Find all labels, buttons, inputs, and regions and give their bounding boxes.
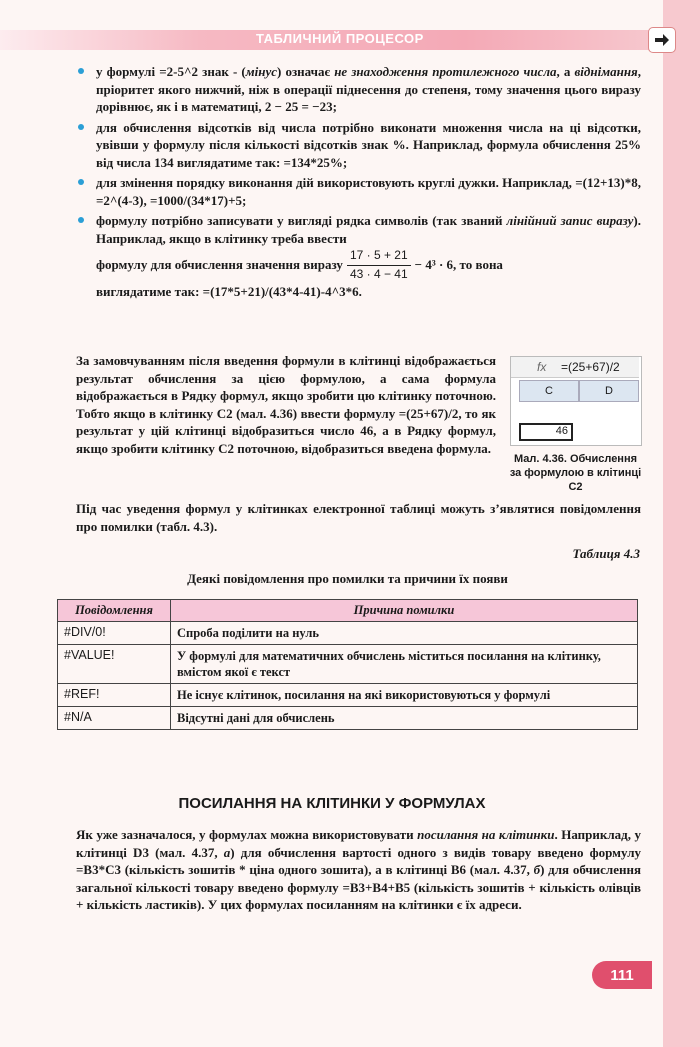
bullet-dot	[78, 124, 84, 130]
column-header: Повідомлення	[58, 600, 171, 622]
list-item: для змінення порядку виконання дій використовують круглі дужки. Наприклад, =(12+13)*8, =2^(4-3), =1000/(34*17)+5;	[76, 174, 641, 209]
fraction: $\frac{17 \cdot 5 + 21}{43 \cdot 4 - 41}$	[347, 247, 411, 283]
table-label: Таблиця 4.3	[572, 546, 640, 561]
table-row: #N/A Відсутні дані для обчислень	[58, 707, 638, 730]
fx-icon: fx	[537, 360, 547, 374]
cell-c2: 46	[519, 423, 573, 441]
page-header-title: ТАБЛИЧНИЙ ПРОЦЕСОР	[256, 31, 424, 46]
bullet-dot	[78, 179, 84, 185]
table-title: Деякі повідомлення про помилки та причини їх появи	[187, 571, 508, 586]
bullet-dot	[78, 68, 84, 74]
column-header-c: C	[519, 380, 579, 402]
table-row: #VALUE! У формулі для математичних обчислень міститься посилання на клітинку, вмістом якої є текст	[58, 645, 638, 684]
table-header-row	[58, 600, 638, 622]
table-row: #REF! Не існує клітинок, посилання на які використовуються у формулі	[58, 684, 638, 707]
section-heading: ПОСИЛАННЯ НА КЛІТИНКИ У ФОРМУЛАХ	[178, 795, 486, 812]
column-header: Причина помилки	[171, 600, 638, 622]
bullet-list	[76, 63, 641, 304]
list-item: у формулі =2-5^2 знак - (мінус) означає не знаходження протилежного числа, а віднімання, пріоритет якого нижчий, ніж в операції піднесення до степеня, тому значення цього виразу дорівнює, як і в математиці, 2 − 25 = −23;	[76, 63, 641, 116]
column-header-d: D	[579, 380, 639, 402]
bullet-dot	[78, 217, 84, 223]
paragraph-results: За замовчуванням після введення формули в клітинці відображається результат обчислення за цією формулою, а сама формула відображається в Рядку формул, якщо зробити цю клітинку поточною. Тобто якщо в клітинку C2 (мал. 4.36) ввести формулу =(25+67)/2, то як результат у цій клітинці відобразиться число 46, а в Рядку формул, якщо зробити клітинку C2 поточною, відобразиться введена формула.	[76, 353, 496, 456]
error-table	[57, 599, 638, 730]
paragraph-errors: Під час уведення формул у клітинках електронної таблиці можуть з’являтися повідомлення про помилки (табл. 4.3).	[76, 501, 641, 534]
formula-line: формулу для обчислення значення виразу $\frac{17 \cdot 5 + 21}{43 \cdot 4 - 41}$ − 4³ · 6, то вона	[96, 247, 641, 283]
page-side-band	[663, 0, 700, 1047]
list-item: для обчислення відсотків від числа потрібно виконати множення числа на ці відсотки, увівши у формулу після кількості відсотків знак %. Наприклад, формула обчислення 25% від числа 134 виглядатиме так: =134*25%;	[76, 119, 641, 172]
paragraph-references: Як уже зазначалося, у формулах можна використовувати посилання на клітинки. Наприклад, у клітинці D3 (мал. 4.37, а) для обчислення вартості одного з видів товару введено формулу =B3*C3 (кількість зошитів * ціна одного зошита), а в клітинці B6 (мал. 4.37, б) для обчислення загальної кількості товару введено формулу =B3+B4+B5 (кількість зошитів + кількість олівців + кількість ластиків). У цих формулах посиланням на клітинки є їх адреси.	[76, 827, 642, 912]
figure-caption: Мал. 4.36. Обчислення за формулою в клітинці C2	[509, 453, 642, 493]
page-number: 111	[592, 961, 652, 989]
list-item: формулу потрібно записувати у вигляді рядка символів (так званий лінійний запис виразу). Наприклад, якщо в клітинку треба ввести формулу для обчислення значення виразу $\frac{17 \cdot 5 + 21}{43 \cdot 4 - 41}$ − 4³ · 6, то вона виглядатиме так: =(17*5+21)/(43*4-41)-4^3*6.	[76, 212, 641, 301]
arrow-right-icon[interactable]	[648, 27, 676, 53]
formula-bar	[511, 357, 639, 378]
figure-spreadsheet	[510, 356, 642, 446]
table-row: #DIV/0! Спроба поділити на нуль	[58, 622, 638, 645]
formula-text: =(25+67)/2	[561, 360, 620, 374]
